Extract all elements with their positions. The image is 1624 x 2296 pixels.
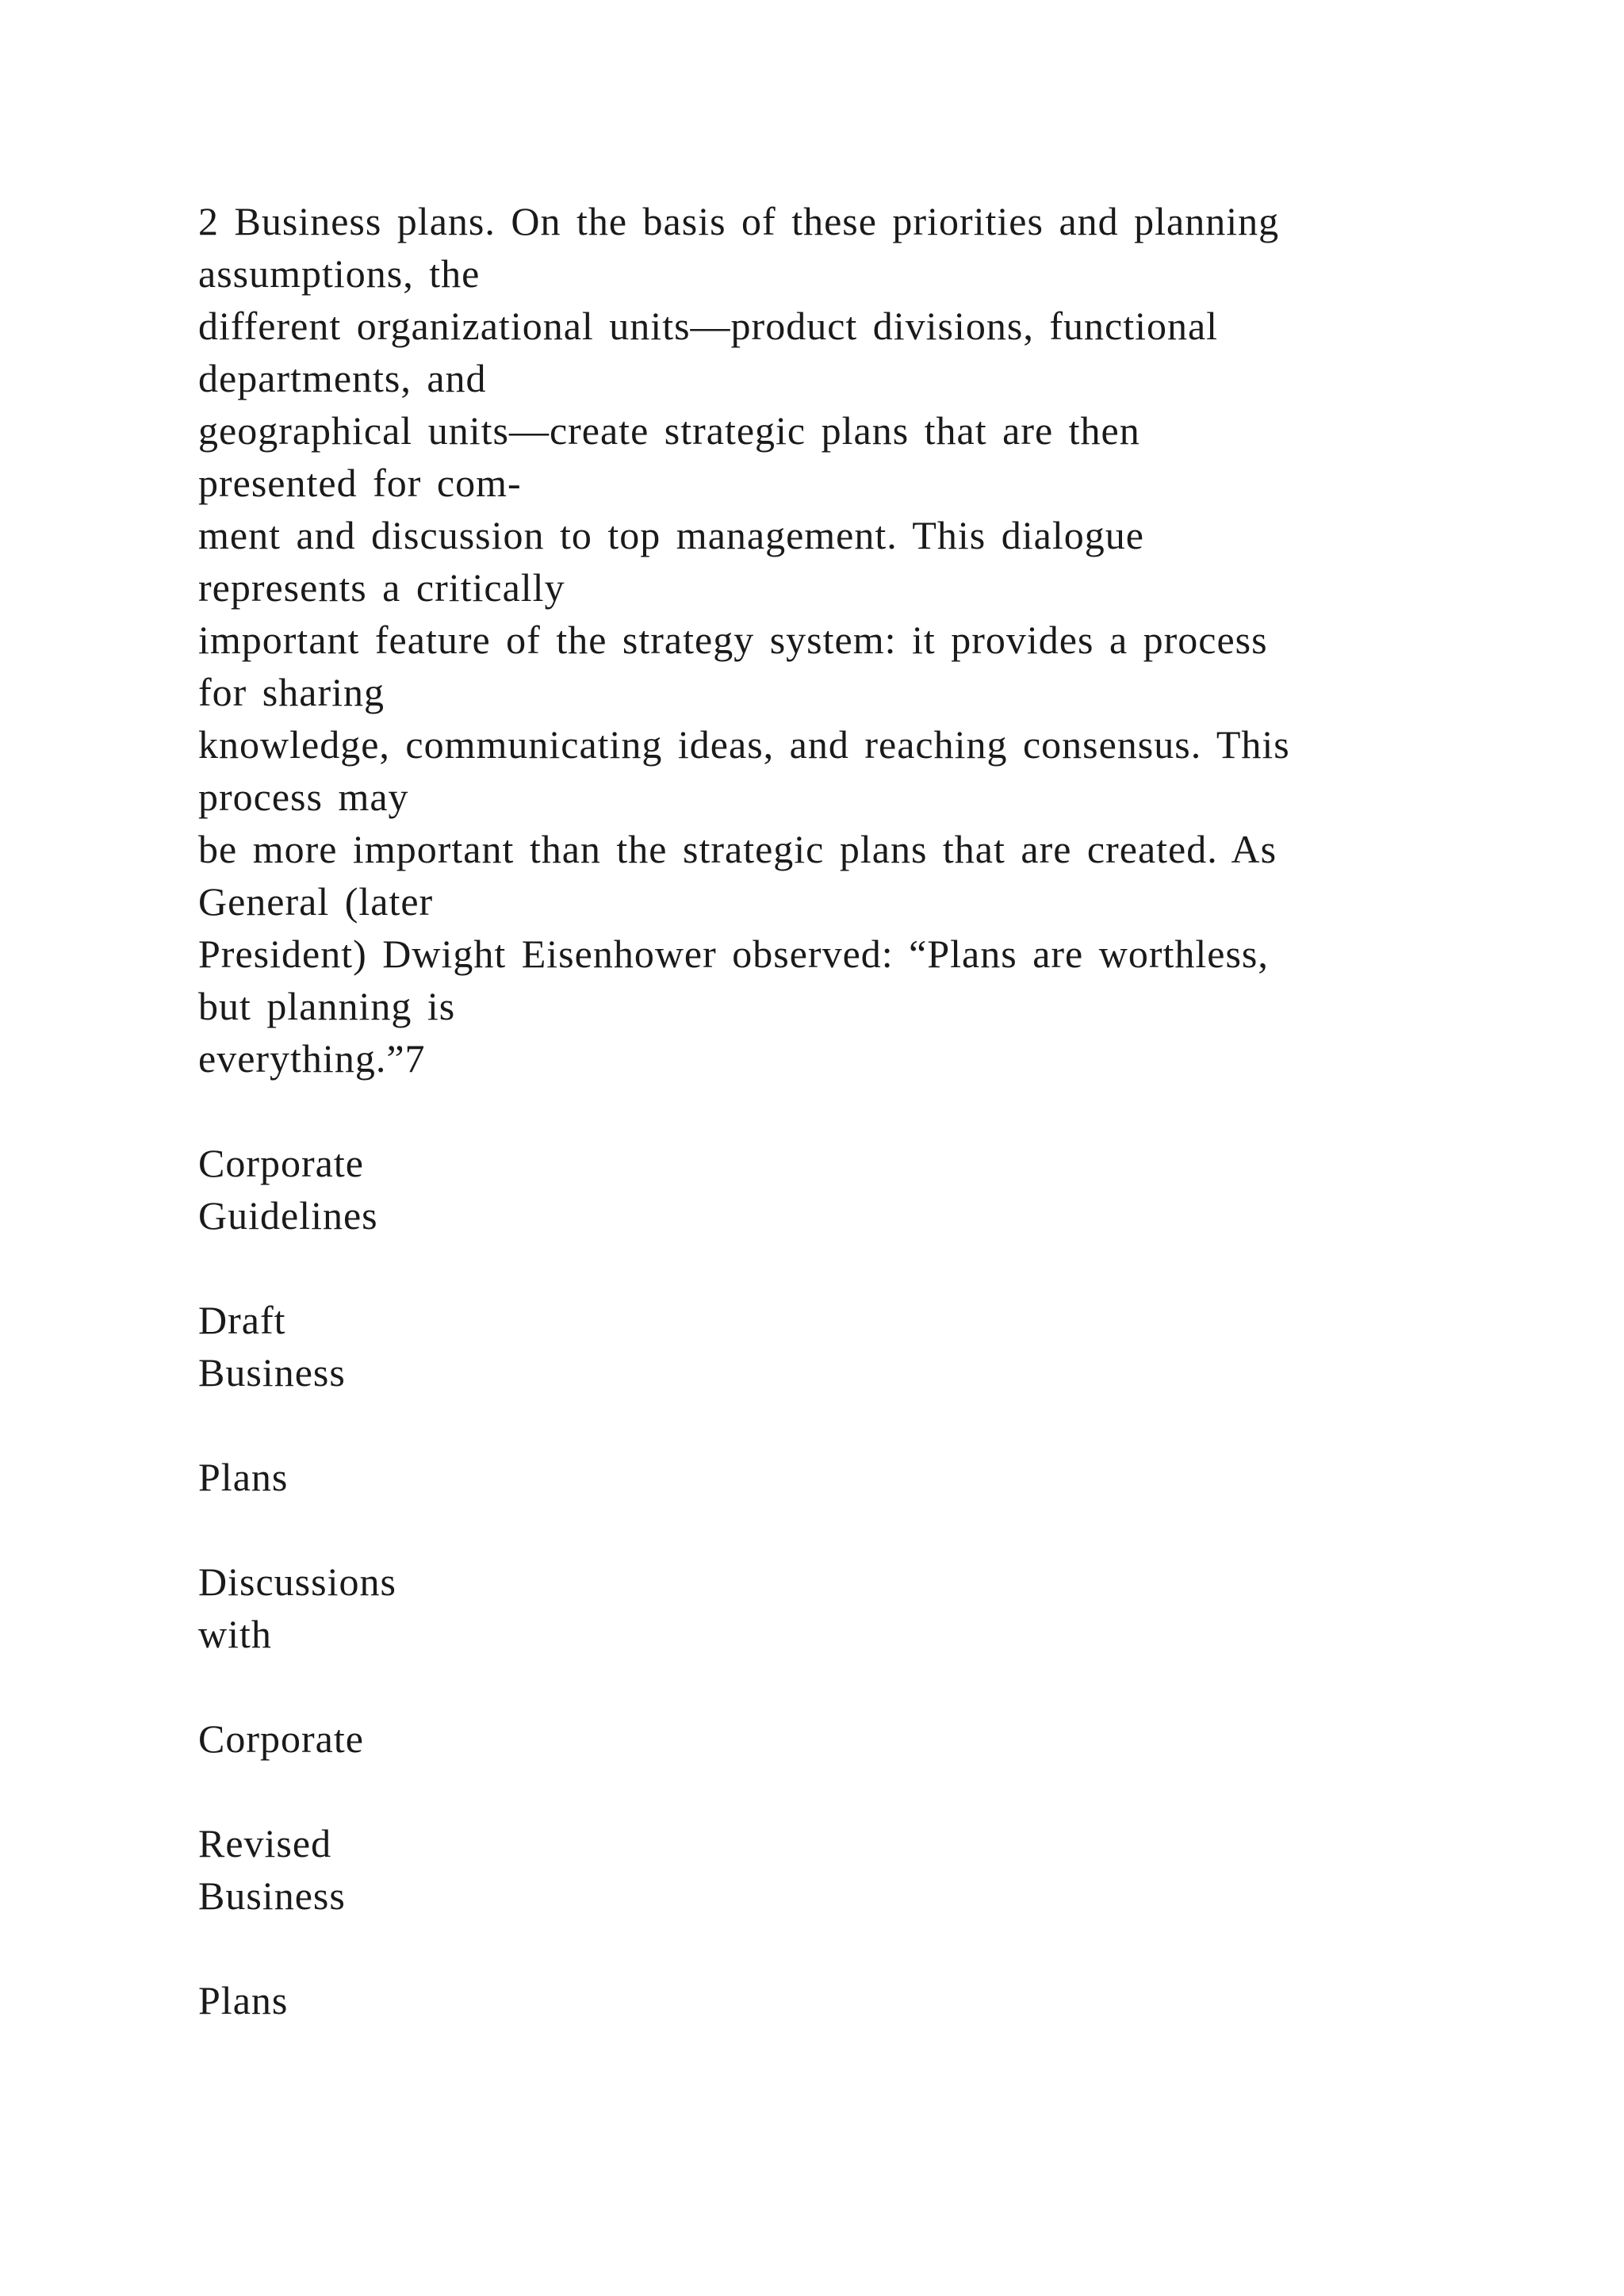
paragraph-line: important feature of the strategy system: it provides a process [198,618,1268,662]
paragraph-line: departments, and [198,356,487,400]
diagram-label-line: Corporate [198,1141,364,1185]
paragraph-line: ment and discussion to top management. This dialogue [198,513,1144,557]
paragraph-line: President) Dwight Eisenhower observed: “Plans are worthless, [198,932,1269,976]
diagram-label-line: with [198,1612,272,1656]
paragraph-line: everything.”7 [198,1036,426,1081]
diagram-label-line: Business [198,1873,346,1918]
diagram-label-plans-2 [198,1974,1507,2026]
paragraph-line: different organizational units—product divisions, functional [198,304,1219,348]
diagram-label-draft-business [198,1294,1507,1399]
diagram-label-line: Revised [198,1821,332,1866]
diagram-label-line: Discussions [198,1559,396,1604]
spacer [198,1399,1507,1451]
diagram-label-line: Plans [198,1978,289,2022]
spacer [198,1503,1507,1556]
body-text [198,195,1507,2026]
paragraph-line: process may [198,775,409,819]
paragraph-line: knowledge, communicating ideas, and reaching consensus. This [198,722,1290,767]
spacer [198,1765,1507,1817]
spacer [198,1660,1507,1712]
diagram-label-line: Guidelines [198,1193,378,1238]
spacer [198,1922,1507,1974]
diagram-label-corporate-guidelines [198,1137,1507,1242]
diagram-label-line: Draft [198,1298,286,1342]
diagram-label-line: Plans [198,1455,289,1499]
diagram-label-revised-business [198,1817,1507,1922]
paragraph-line: assumptions, the [198,251,481,296]
diagram-label-corporate [198,1712,1507,1765]
paragraph-line: 2 Business plans. On the basis of these priorities and planning [198,199,1280,243]
paragraph-line: represents a critically [198,565,565,610]
diagram-label-discussions-with [198,1556,1507,1660]
diagram-label-line: Business [198,1350,346,1395]
spacer [198,1085,1507,1137]
diagram-label-line: Corporate [198,1716,364,1761]
paragraph-line: presented for com- [198,461,522,505]
paragraph-line: but planning is [198,984,456,1028]
paragraph-line: General (later [198,879,434,924]
paragraph-line: for sharing [198,670,385,714]
spacer [198,1242,1507,1294]
diagram-label-plans [198,1451,1507,1503]
paragraph-line: be more important than the strategic plans that are created. As [198,827,1277,871]
paragraph-line: geographical units—create strategic plans that are then [198,408,1140,453]
